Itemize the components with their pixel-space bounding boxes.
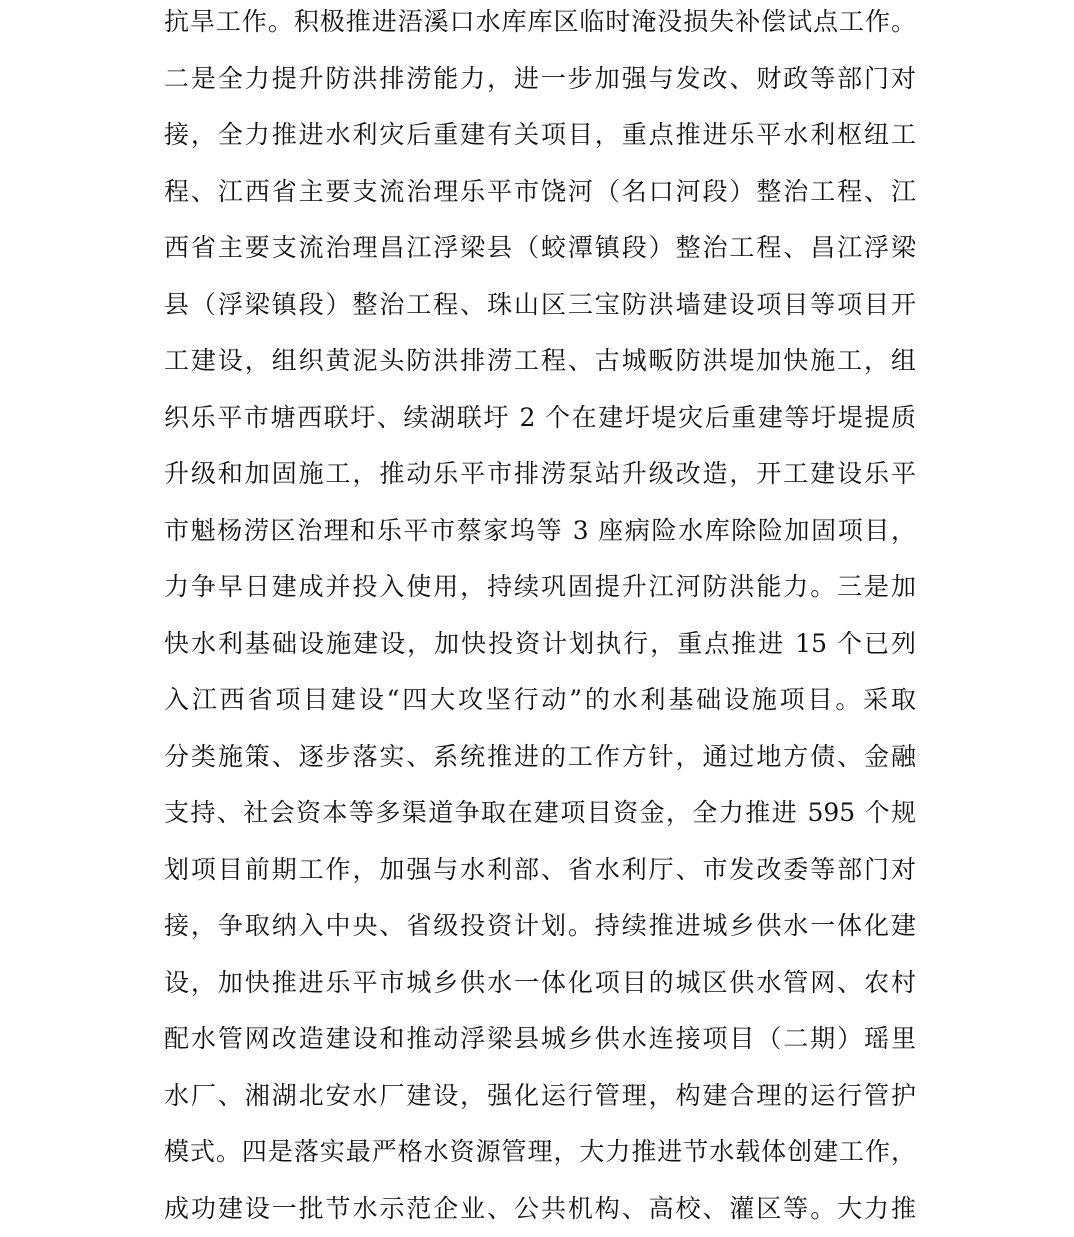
- text-line: 程、江西省主要支流治理乐平市饶河（名口河段）整治工程、江: [164, 164, 916, 221]
- text-line: 接，争取纳入中央、省级投资计划。持续推进城乡供水一体化建: [164, 898, 916, 955]
- text-line: 抗旱工作。积极推进浯溪口水库库区临时淹没损失补偿试点工作。: [164, 0, 916, 51]
- text-line: 划项目前期工作，加强与水利部、省水利厅、市发改委等部门对: [164, 842, 916, 899]
- text-line: 县（浮梁镇段）整治工程、珠山区三宝防洪墙建设项目等项目开: [164, 277, 916, 334]
- body-text: [164, 0, 916, 1237]
- text-line: 成功建设一批节水示范企业、公共机构、高校、灌区等。大力推: [164, 1181, 916, 1237]
- text-line: 支持、社会资本等多渠道争取在建项目资金，全力推进 595 个规: [164, 785, 916, 842]
- text-line: 配水管网改造建设和推动浮梁县城乡供水连接项目（二期）瑶里: [164, 1011, 916, 1068]
- text-line: 快水利基础设施建设，加快投资计划执行，重点推进 15 个已列: [164, 616, 916, 673]
- text-line: 市魁杨涝区治理和乐平市蔡家坞等 3 座病险水库除险加固项目，: [164, 503, 916, 560]
- text-line: 模式。四是落实最严格水资源管理，大力推进节水载体创建工作，: [164, 1124, 916, 1181]
- text-line: 工建设，组织黄泥头防洪排涝工程、古城畈防洪堤加快施工，组: [164, 333, 916, 390]
- text-line: 水厂、湘湖北安水厂建设，强化运行管理，构建合理的运行管护: [164, 1068, 916, 1125]
- text-line: 二是全力提升防洪排涝能力，进一步加强与发改、财政等部门对: [164, 51, 916, 108]
- text-line: 设，加快推进乐平市城乡供水一体化项目的城区供水管网、农村: [164, 955, 916, 1012]
- text-line: 织乐平市塘西联圩、续湖联圩 2 个在建圩堤灾后重建等圩堤提质: [164, 390, 916, 447]
- text-line: 接，全力推进水利灾后重建有关项目，重点推进乐平水利枢纽工: [164, 107, 916, 164]
- text-line: 升级和加固施工，推动乐平市排涝泵站升级改造，开工建设乐平: [164, 446, 916, 503]
- text-line: 分类施策、逐步落实、系统推进的工作方针，通过地方债、金融: [164, 729, 916, 786]
- text-line: 入江西省项目建设“四大攻坚行动”的水利基础设施项目。采取: [164, 672, 916, 729]
- text-line: 力争早日建成并投入使用，持续巩固提升江河防洪能力。三是加: [164, 559, 916, 616]
- text-line: 西省主要支流治理昌江浮梁县（蛟潭镇段）整治工程、昌江浮梁: [164, 220, 916, 277]
